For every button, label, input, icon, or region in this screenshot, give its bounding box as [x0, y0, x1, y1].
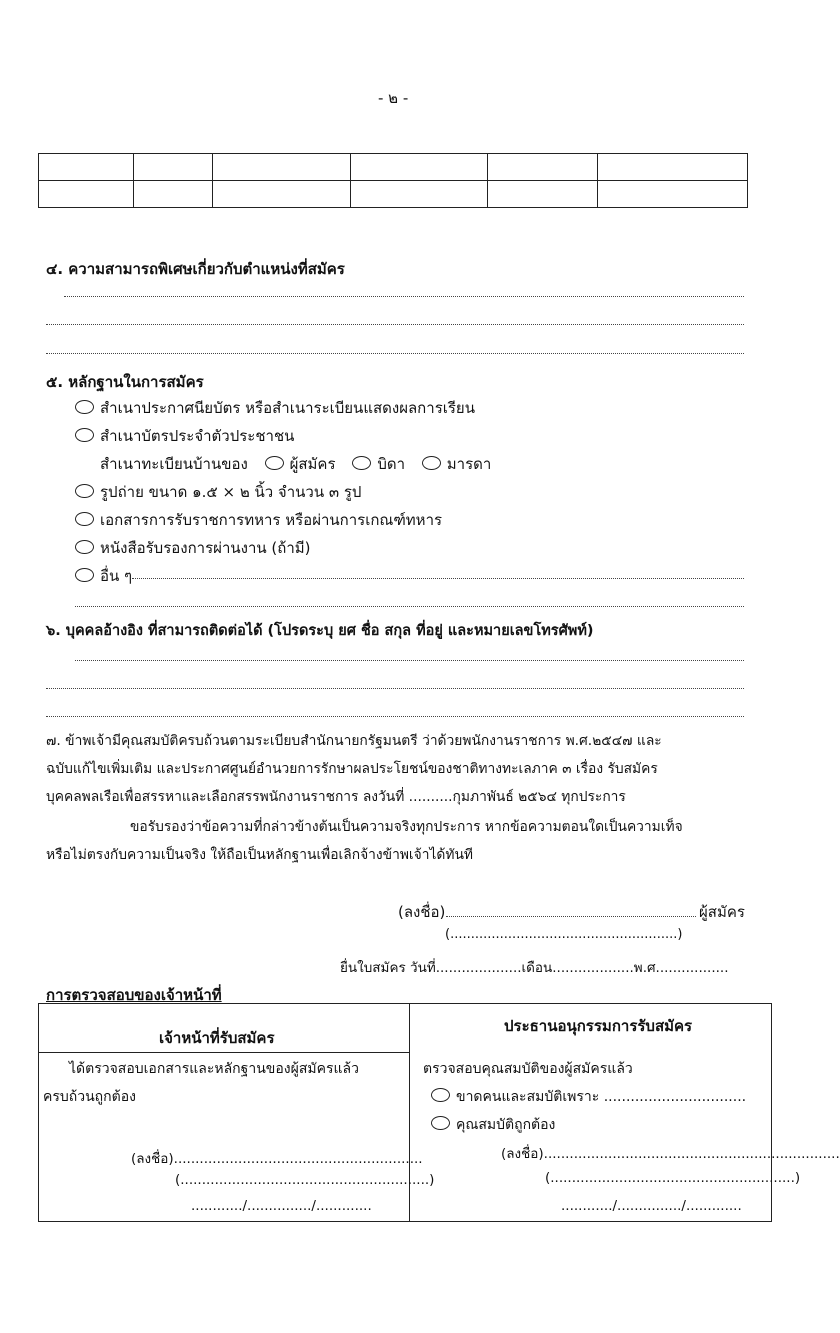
section7-line: ๗. ข้าพเจ้ามีคุณสมบัติครบถ้วนตามระเบียบสำนักนายกรัฐมนตรี ว่าด้วยพนักงานราชการ พ.ศ.๒๕๔๗ และ	[46, 733, 662, 749]
qualified-option[interactable]: คุณสมบัติถูกต้อง	[431, 1114, 555, 1136]
radio-circle-icon[interactable]	[75, 484, 94, 498]
continuation-table	[38, 153, 748, 208]
section7-line: บุคคลพลเรือเพื่อสรรหาและเลือกสรรพนักงานราชการ ลงวันที่ ..........กุมภาพันธ์ ๒๕๖๔ ทุกประการ	[46, 789, 626, 805]
evidence-item[interactable]: สำเนาประกาศนียบัตร หรือสำเนาระเบียนแสดงผลการเรียน	[75, 396, 475, 420]
evidence-item[interactable]: อื่น ๆ	[75, 564, 132, 588]
header-divider	[39, 1052, 409, 1053]
other-evidence-line[interactable]	[132, 578, 744, 579]
section4-line-1[interactable]	[64, 296, 744, 297]
section5-title: ๕. หลักฐานในการสมัคร	[46, 373, 204, 391]
radio-circle-icon[interactable]	[75, 540, 94, 554]
other-evidence-line-2[interactable]	[75, 606, 744, 607]
section6-title: ๖. บุคคลอ้างอิง ที่สามารถติดต่อได้ (โปรดระบุ ยศ ชื่อ สกุล ที่อยู่ และหมายเลขโทรศัพท์)	[46, 623, 594, 639]
disqualified-option[interactable]: ขาดคนและสมบัติเพราะ ................................	[431, 1086, 746, 1108]
left-date[interactable]: ............/.............../.............	[191, 1198, 372, 1214]
table-row	[39, 154, 748, 181]
applicant-sign-line[interactable]	[446, 916, 696, 917]
page-number: - ๒ -	[378, 89, 409, 107]
left-sign[interactable]: (ลงชื่อ)..........................................................	[131, 1151, 423, 1167]
column-divider	[409, 1004, 410, 1221]
evidence-item[interactable]: รูปถ่าย ขนาด ๑.๕ × ๒ นิ้ว จำนวน ๓ รูป	[75, 480, 361, 504]
radio-circle-icon[interactable]	[431, 1088, 450, 1102]
right-date[interactable]: ............/.............../.............	[561, 1198, 742, 1214]
right-text: ตรวจสอบคุณสมบัติของผู้สมัครแล้ว	[423, 1061, 633, 1077]
section4-line-3[interactable]	[46, 353, 744, 354]
radio-circle-icon[interactable]	[75, 568, 94, 582]
evidence-item[interactable]: หนังสือรับรองการผ่านงาน (ถ้ามี)	[75, 536, 311, 560]
certification-line: หรือไม่ตรงกับความเป็นจริง ให้ถือเป็นหลักฐานเพื่อเลิกจ้างข้าพเจ้าได้ทันที	[46, 847, 473, 863]
section7-line: ฉบับแก้ไขเพิ่มเติม และประกาศศูนย์อำนวยการรักษาผลประโยชน์ของชาติทางทะเลภาค ๓ เรื่อง รับสมัคร	[46, 761, 658, 777]
applicant-label: ผู้สมัคร	[699, 903, 745, 921]
reference-line-3[interactable]	[46, 716, 744, 717]
left-text: ครบถ้วนถูกต้อง	[43, 1089, 136, 1105]
left-text: ได้ตรวจสอบเอกสารและหลักฐานของผู้สมัครแล้ว	[69, 1061, 359, 1077]
radio-circle-icon[interactable]	[75, 400, 94, 414]
house-registration-row: สำเนาทะเบียนบ้านของ ผู้สมัคร บิดา มารดา	[100, 455, 492, 473]
applicant-name-paren[interactable]: (.......................................................)	[445, 927, 683, 942]
section4-title: ๔. ความสามารถพิเศษเกี่ยวกับตำแหน่งที่สมัคร	[46, 260, 345, 278]
table-row	[39, 181, 748, 208]
reference-line-1[interactable]	[75, 660, 744, 661]
applicant-sign-label: (ลงชื่อ)	[398, 903, 446, 921]
right-sign[interactable]: (ลงชื่อ).....................................................................	[501, 1146, 840, 1162]
evidence-item[interactable]: เอกสารการรับราชการทหาร หรือผ่านการเกณฑ์ทหาร	[75, 508, 442, 532]
radio-circle-icon[interactable]	[265, 456, 284, 470]
right-header: ประธานอนุกรรมการรับสมัคร	[504, 1017, 693, 1035]
radio-circle-icon[interactable]	[75, 512, 94, 526]
officer-heading: การตรวจสอบของเจ้าหน้าที่	[46, 986, 222, 1004]
left-header: เจ้าหน้าที่รับสมัคร	[159, 1029, 275, 1047]
radio-circle-icon[interactable]	[422, 456, 441, 470]
officer-check-box	[38, 1003, 840, 1222]
certification-line: ขอรับรองว่าข้อความที่กล่าวข้างต้นเป็นความจริงทุกประการ หากข้อความตอนใดเป็นความเท็จ	[130, 819, 683, 835]
left-paren[interactable]: (..........................................................)	[175, 1172, 435, 1188]
evidence-item[interactable]: สำเนาบัตรประจำตัวประชาชน	[75, 424, 294, 448]
radio-circle-icon[interactable]	[431, 1116, 450, 1130]
section4-line-2[interactable]	[46, 324, 744, 325]
reference-line-2[interactable]	[46, 688, 744, 689]
radio-circle-icon[interactable]	[352, 456, 371, 470]
right-paren[interactable]: (.........................................................)	[545, 1170, 801, 1186]
submission-date[interactable]: ยื่นใบสมัคร วันที่....................เดือน...................พ.ศ.................	[340, 960, 729, 976]
radio-circle-icon[interactable]	[75, 428, 94, 442]
